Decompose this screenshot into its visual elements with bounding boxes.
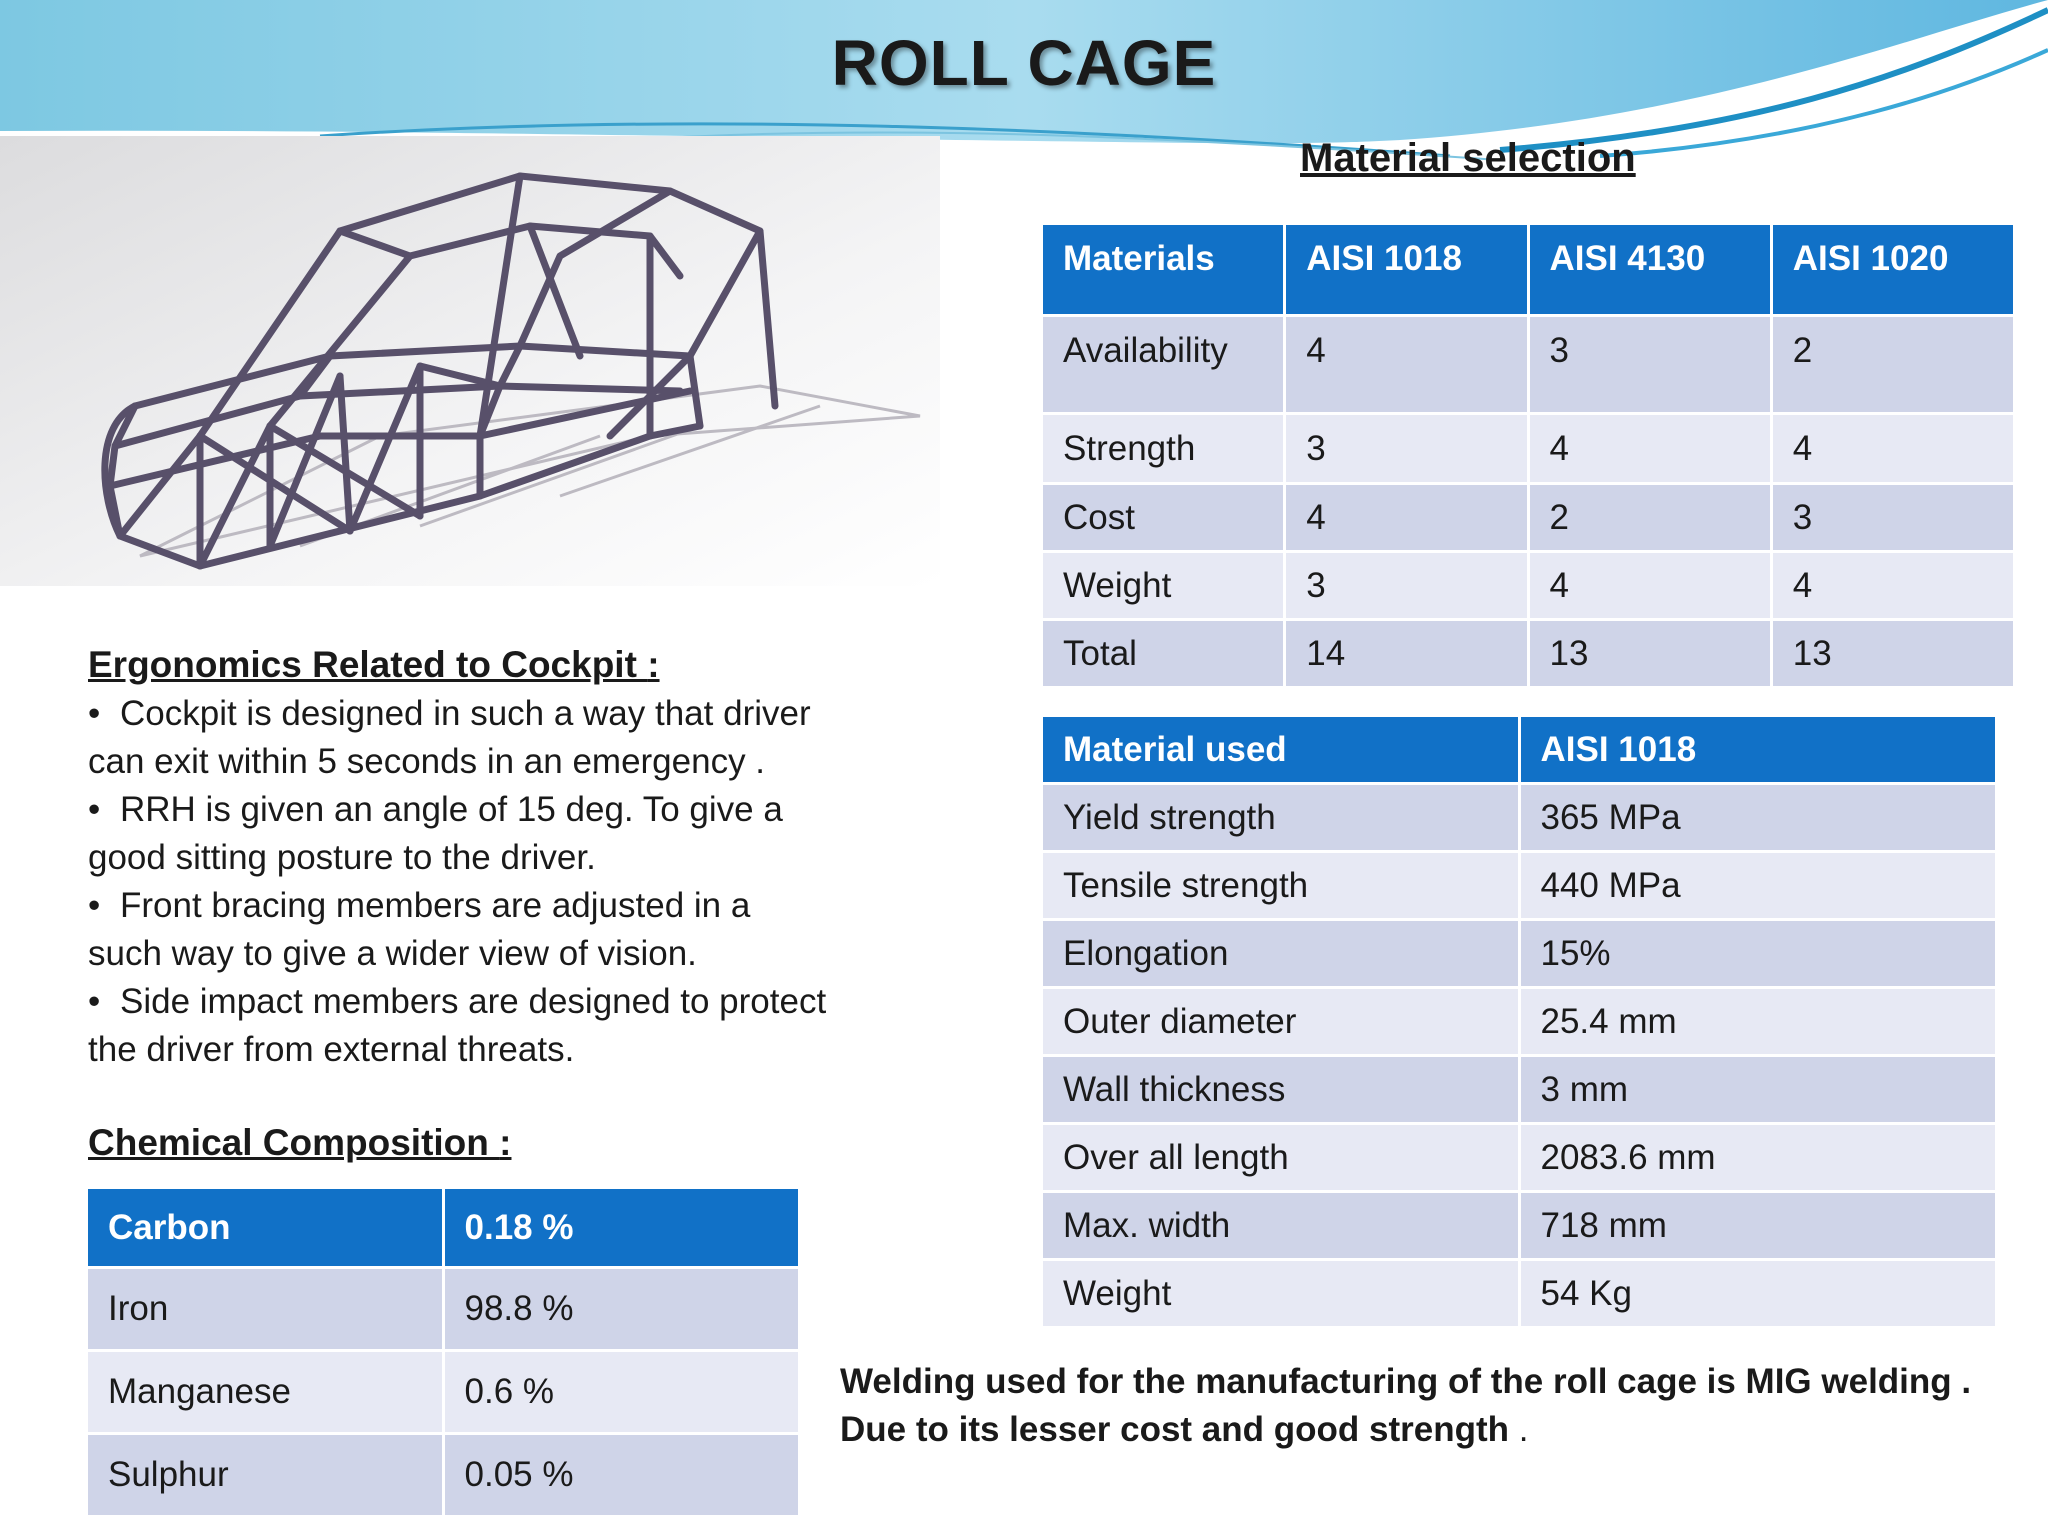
- row-label: Max. width: [1042, 1192, 1520, 1260]
- table-row: [87, 1434, 800, 1517]
- row-label: Cost: [1042, 484, 1285, 552]
- welding-note-line-1: Welding used for the manufacturing of the roll cage is MIG welding .: [840, 1362, 1972, 1401]
- row-label: Weight: [1042, 552, 1285, 620]
- table-cell: 440 MPa: [1519, 852, 1997, 920]
- column-header: AISI 1020: [1771, 224, 2014, 316]
- table-row: [1042, 414, 2015, 484]
- heading-colon: :: [499, 1122, 512, 1163]
- row-label: Manganese: [87, 1351, 444, 1434]
- row-label: Weight: [1042, 1260, 1520, 1328]
- ergonomics-heading: [88, 644, 660, 686]
- row-label: Yield strength: [1042, 784, 1520, 852]
- table-cell: 718 mm: [1519, 1192, 1997, 1260]
- list-item: • RRH is given an angle of 15 deg. To give a good sitting posture to the driver.: [88, 786, 828, 882]
- table-row: [1042, 316, 2015, 414]
- column-header: AISI 1018: [1519, 716, 1997, 784]
- table-cell: 3: [1528, 316, 1771, 414]
- column-header: Carbon: [87, 1188, 444, 1268]
- row-label: Strength: [1042, 414, 1285, 484]
- ergonomics-heading-text: Ergonomics Related to Cockpit: [88, 644, 648, 685]
- table-cell: 0.05 %: [443, 1434, 800, 1517]
- table-header-row: [87, 1188, 800, 1268]
- table-cell: 4: [1528, 552, 1771, 620]
- welding-note-period: .: [1508, 1410, 1529, 1449]
- row-label: Elongation: [1042, 920, 1520, 988]
- ergonomics-list: [88, 690, 828, 1074]
- table-cell: 2: [1528, 484, 1771, 552]
- table-cell: 4: [1285, 316, 1528, 414]
- row-label: Availability: [1042, 316, 1285, 414]
- welding-note: [840, 1358, 1971, 1454]
- table-row: [87, 1351, 800, 1434]
- table-cell: 2: [1771, 316, 2014, 414]
- list-item: • Front bracing members are adjusted in a such way to give a wider view of vision.: [88, 882, 828, 978]
- table-cell: 3: [1285, 552, 1528, 620]
- table-header-row: [1042, 224, 2015, 316]
- table-row: [1042, 1192, 1997, 1260]
- table-row: [1042, 552, 2015, 620]
- table-cell: 14: [1285, 620, 1528, 688]
- table-row: [1042, 1056, 1997, 1124]
- material-used-table: [1040, 714, 1998, 1329]
- row-label: Tensile strength: [1042, 852, 1520, 920]
- row-label: Over all length: [1042, 1124, 1520, 1192]
- welding-note-line-2: [840, 1406, 1971, 1454]
- table-cell: 4: [1771, 552, 2014, 620]
- table-cell: 13: [1528, 620, 1771, 688]
- table-cell: 3: [1285, 414, 1528, 484]
- table-row: [1042, 784, 1997, 852]
- table-row: [1042, 1124, 1997, 1192]
- slide-title: ROLL CAGE: [831, 27, 1217, 99]
- row-label: Outer diameter: [1042, 988, 1520, 1056]
- table-cell: 365 MPa: [1519, 784, 1997, 852]
- row-label: Wall thickness: [1042, 1056, 1520, 1124]
- table-cell: 25.4 mm: [1519, 988, 1997, 1056]
- table-cell: 98.8 %: [443, 1268, 800, 1351]
- table-row: [87, 1268, 800, 1351]
- column-header: AISI 4130: [1528, 224, 1771, 316]
- table-cell: 13: [1771, 620, 2014, 688]
- chemical-composition-heading: [88, 1122, 511, 1164]
- table-header-row: [1042, 716, 1997, 784]
- table-row: [1042, 1260, 1997, 1328]
- table-cell: 54 Kg: [1519, 1260, 1997, 1328]
- table-cell: 15%: [1519, 920, 1997, 988]
- table-row: [1042, 852, 1997, 920]
- table-row: [1042, 620, 2015, 688]
- material-selection-heading: Material selection: [1300, 136, 1636, 180]
- column-header: Material used: [1042, 716, 1520, 784]
- material-selection-table: [1040, 222, 2016, 689]
- heading-colon: :: [647, 644, 660, 685]
- table-cell: 4: [1771, 414, 2014, 484]
- row-label: Total: [1042, 620, 1285, 688]
- table-cell: 4: [1285, 484, 1528, 552]
- table-cell: 2083.6 mm: [1519, 1124, 1997, 1192]
- list-item: • Side impact members are designed to protect the driver from external threats.: [88, 978, 828, 1074]
- chemical-heading-text: Chemical Composition: [88, 1122, 500, 1163]
- table-cell: 0.6 %: [443, 1351, 800, 1434]
- row-label: Sulphur: [87, 1434, 444, 1517]
- row-label: Iron: [87, 1268, 444, 1351]
- table-row: [1042, 988, 1997, 1056]
- column-header: 0.18 %: [443, 1188, 800, 1268]
- table-row: [1042, 920, 1997, 988]
- welding-note-line-2-text: Due to its lesser cost and good strength: [840, 1410, 1509, 1449]
- table-cell: 3: [1771, 484, 2014, 552]
- roll-cage-image: [0, 136, 940, 586]
- table-row: [1042, 484, 2015, 552]
- column-header: AISI 1018: [1285, 224, 1528, 316]
- column-header: Materials: [1042, 224, 1285, 316]
- chemical-composition-table: [85, 1186, 801, 1518]
- table-cell: 3 mm: [1519, 1056, 1997, 1124]
- table-cell: 4: [1528, 414, 1771, 484]
- list-item: • Cockpit is designed in such a way that driver can exit within 5 seconds in an emergency .: [88, 690, 828, 786]
